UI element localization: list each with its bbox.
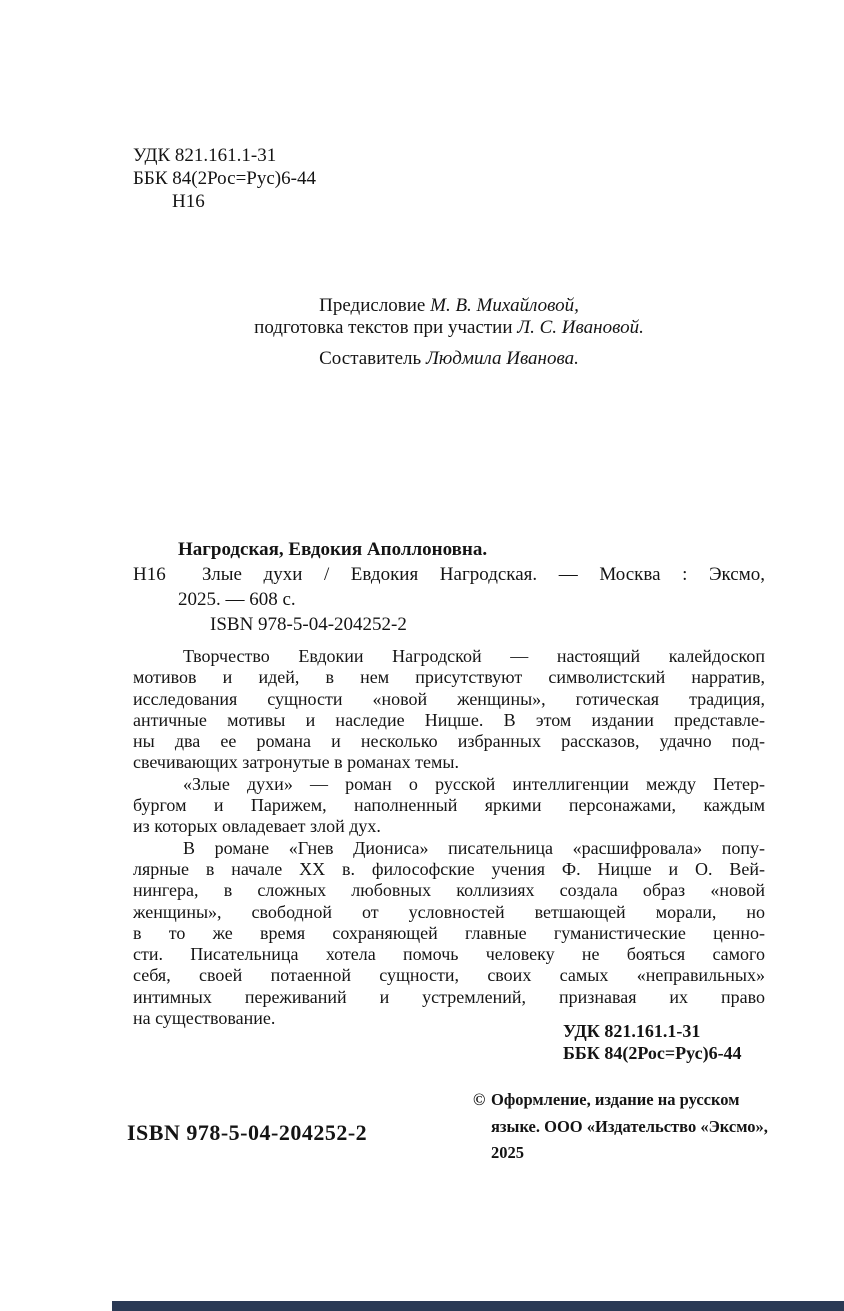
annotation-line: нингера, в сложных любовных коллизиях создала образ «новой — [133, 880, 765, 901]
isbn-bottom: ISBN 978-5-04-204252-2 — [127, 1120, 368, 1145]
copyright-symbol: © — [473, 1090, 486, 1109]
annotation-line: на существование. — [133, 1008, 276, 1029]
annotation-line: из которых овладевает злой дух. — [133, 816, 381, 837]
credit-preface-name: М. В. Михайловой, — [430, 295, 579, 316]
annotation-line: В романе «Гнев Диониса» писательница «расшифровала» попу- — [183, 837, 765, 858]
bottom-bibliographic-codes — [563, 1020, 742, 1064]
udk-code: УДК 821.161.1-31 — [133, 145, 277, 166]
copyright-block — [473, 1087, 769, 1167]
annotation-block — [133, 646, 765, 1029]
annotation-line: «Злые духи» — роман о русской интеллигенции между Петер- — [183, 773, 765, 794]
page-edge-strip — [112, 1301, 844, 1311]
credit-compiler-name: Людмила Иванова. — [425, 348, 579, 369]
card-author-heading: Нагродская, Евдокия Аполлоновна. — [178, 539, 488, 560]
credits-block — [133, 295, 765, 370]
credit-preface-line — [133, 295, 765, 317]
catalog-card — [133, 537, 765, 637]
card-title-row — [133, 562, 765, 587]
bbk-code: ББК 84(2Рос=Рус)6-44 — [133, 168, 316, 189]
copyright-line: языке. ООО «Издательство «Эксмо», — [491, 1116, 768, 1136]
annotation-line: мотивов и идей, в нем присутствуют символистский нарратив, — [133, 667, 765, 688]
annotation-line: свечивающих затронутые в романах темы. — [133, 752, 459, 773]
annotation-line: интимных переживаний и устремлений, признавая их право — [133, 986, 765, 1007]
annotation-line: себя, своей потаенной сущности, своих самых «неправильных» — [133, 965, 765, 986]
annotation-line: сти. Писательница хотела помочь человеку не бояться самого — [133, 944, 765, 965]
card-isbn: ISBN 978-5-04-204252-2 — [210, 614, 407, 635]
bbk-code-bottom: ББК 84(2Рос=Рус)6-44 — [563, 1043, 742, 1063]
annotation-line: в то же время сохраняющей главные гуманистические ценно- — [133, 922, 765, 943]
card-title-line-2: 2025. — 608 с. — [178, 589, 296, 610]
credit-texts-line — [133, 317, 765, 339]
annotation-line: исследования сущности «новой женщины», готическая традиция, — [133, 688, 765, 709]
copyright-year: 2025 — [491, 1143, 524, 1162]
annotation-line: лярные в начале XX в. философские учения Ф. Ницше и О. Вей- — [133, 858, 765, 879]
annotation-line: женщины», свободной от условностей ветшающей морали, но — [133, 901, 765, 922]
credit-texts-name: Л. С. Ивановой. — [517, 317, 644, 338]
author-sign: Н16 — [172, 191, 205, 212]
card-title-line-1: Злые духи / Евдокия Нагродская. — Москва : Эксмо, — [202, 564, 765, 585]
udk-code-bottom: УДК 821.161.1-31 — [563, 1021, 701, 1041]
copyright-line: Оформление, издание на русском — [491, 1090, 740, 1109]
annotation-line: ны два ее романа и несколько избранных рассказов, удачно под- — [133, 731, 765, 752]
top-bibliographic-codes — [133, 144, 316, 213]
credit-preface-label: Предисловие — [319, 295, 431, 316]
card-author-sign: Н16 — [133, 564, 166, 585]
annotation-line: Творчество Евдокии Нагродской — настоящий калейдоскоп — [183, 646, 765, 666]
annotation-line: бургом и Парижем, наполненный яркими персонажами, каждым — [133, 795, 765, 816]
credit-texts-label: подготовка текстов при участии — [254, 317, 518, 338]
annotation-line: античные мотивы и наследие Ницше. В этом издании представле- — [133, 709, 765, 730]
credit-compiler-label: Составитель — [319, 348, 426, 369]
credit-compiler-line — [133, 348, 765, 370]
